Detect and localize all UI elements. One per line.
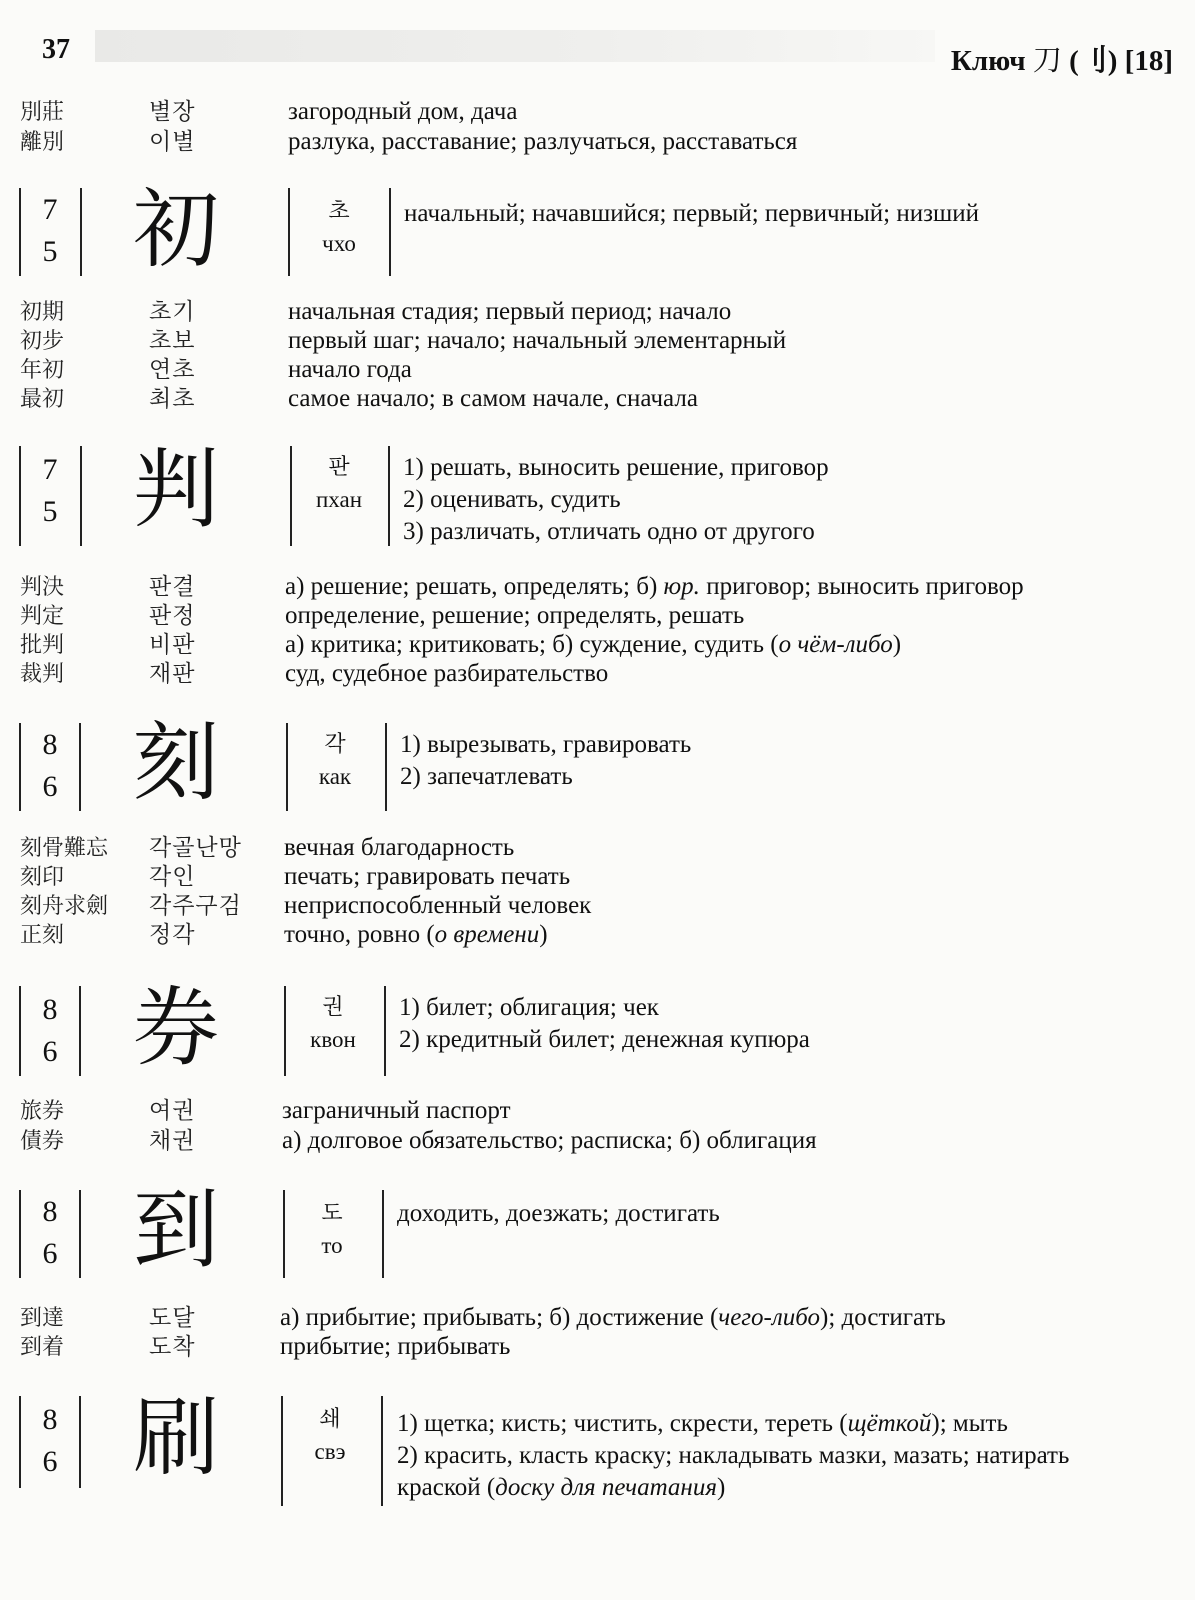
compound-meaning: а) прибытие; прибывать; б) достижение (чего-либо); достигать — [280, 1304, 946, 1331]
divider — [19, 986, 21, 1076]
divider — [79, 1396, 81, 1488]
compound-hangul: 별장 — [149, 99, 196, 124]
meaning-line: начальный; начавшийся; первый; первичный; низший — [404, 200, 980, 227]
divider — [19, 723, 21, 811]
strokes-total: 8 — [42, 1403, 58, 1436]
reading-ru: чхо — [322, 231, 356, 256]
reading-ru: то — [321, 1233, 343, 1258]
compound-hanja: 年初 — [20, 357, 65, 382]
compound-hanja: 初期 — [20, 299, 65, 324]
strokes-total: 7 — [42, 193, 58, 226]
divider — [19, 188, 21, 276]
compound-hangul: 채권 — [149, 1128, 196, 1153]
divider — [79, 723, 81, 811]
reading-ru: квон — [310, 1027, 356, 1052]
headword-character: 刻 — [133, 713, 219, 813]
compound-row — [0, 327, 1195, 357]
reading-ru: свэ — [314, 1439, 346, 1464]
compound-meaning: а) критика; критиковать; б) суждение, судить (о чём-либо) — [285, 631, 902, 658]
compound-hanja: 刻舟求劍 — [20, 893, 109, 918]
compound-row — [0, 921, 1195, 951]
compound-hangul: 연초 — [149, 357, 196, 382]
compound-hanja: 刻骨難忘 — [20, 835, 109, 860]
reading-hangul: 도 — [321, 1200, 343, 1225]
compound-row — [0, 128, 1195, 158]
reading-hangul: 초 — [328, 198, 350, 223]
headword-character: 判 — [133, 440, 219, 540]
reading-hangul: 권 — [322, 994, 344, 1019]
strokes-extra: 6 — [42, 770, 58, 803]
page-number: 37 — [42, 34, 70, 65]
compound-row — [0, 892, 1195, 922]
compound-hanja: 判定 — [20, 603, 65, 628]
compound-hanja: 旅券 — [20, 1098, 65, 1123]
meanings — [400, 729, 691, 793]
compound-hangul: 재판 — [149, 661, 196, 686]
header-band — [95, 30, 935, 62]
compound-hanja: 別莊 — [20, 99, 65, 124]
compound-hangul: 이별 — [149, 129, 196, 154]
divider — [281, 1396, 283, 1506]
reading-hangul: 판 — [328, 454, 350, 479]
divider — [284, 986, 286, 1076]
reading-ru: пхан — [315, 487, 363, 512]
meaning-line: 1) решать, выносить решение, приговор — [403, 454, 829, 481]
meanings — [397, 1408, 1069, 1504]
compound-meaning: загородный дом, дача — [288, 98, 518, 125]
divider — [286, 723, 288, 811]
compound-hangul: 정각 — [149, 922, 196, 947]
compound-meaning: неприспособленный человек — [284, 892, 592, 919]
compound-hangul: 각골난망 — [149, 835, 242, 860]
compound-meaning: а) решение; решать, определять; б) юр. приговор; выносить приговор — [285, 573, 1024, 600]
divider — [19, 446, 21, 546]
meanings — [399, 992, 810, 1056]
compound-hanja: 最初 — [20, 386, 65, 411]
reading-hangul: 각 — [324, 731, 346, 756]
reading-ru: как — [318, 764, 352, 789]
compound-hanja: 刻印 — [20, 864, 65, 889]
compound-meaning: вечная благодарность — [284, 834, 515, 861]
compound-hanja: 批判 — [20, 632, 65, 657]
compound-row — [0, 660, 1195, 690]
strokes-total: 7 — [42, 453, 58, 486]
divider — [384, 986, 386, 1076]
compound-row — [0, 1127, 1195, 1157]
strokes-extra: 6 — [42, 1445, 58, 1478]
compound-hangul: 여권 — [149, 1098, 196, 1123]
compound-hangul: 판정 — [149, 603, 196, 628]
meaning-line: 2) запечатлевать — [400, 763, 573, 790]
strokes-extra: 5 — [42, 235, 58, 268]
meaning-line: 3) различать, отличать одно от другого — [403, 518, 815, 545]
compound-meaning: начало года — [288, 356, 412, 383]
divider — [388, 446, 390, 546]
compound-row — [0, 1304, 1195, 1334]
divider — [80, 188, 82, 276]
meaning-line: 1) билет; облигация; чек — [399, 994, 659, 1021]
compound-hanja: 到着 — [20, 1334, 65, 1359]
title-number: [18] — [1124, 45, 1173, 77]
compound-meaning: разлука, расставание; разлучаться, расставаться — [288, 128, 798, 155]
meanings — [397, 1198, 720, 1230]
compound-hanja: 判決 — [20, 574, 65, 599]
compound-hangul: 초보 — [149, 328, 196, 353]
compound-row — [0, 98, 1195, 128]
compound-hangul: 최초 — [149, 386, 196, 411]
meaning-line: 2) кредитный билет; денежная купюра — [399, 1026, 810, 1053]
compound-row — [0, 1097, 1195, 1127]
strokes-extra: 6 — [42, 1035, 58, 1068]
compound-meaning: заграничный паспорт — [282, 1097, 511, 1124]
divider — [381, 1396, 383, 1506]
reading-hangul: 쇄 — [319, 1406, 341, 1431]
headword-character: 初 — [133, 180, 219, 280]
compound-hangul: 도달 — [149, 1305, 196, 1330]
readings — [304, 194, 374, 260]
compound-row — [0, 834, 1195, 864]
meaning-line: краской (доску для печатания) — [397, 1474, 726, 1501]
meanings — [403, 452, 829, 548]
compound-row — [0, 356, 1195, 386]
compound-meaning: печать; гравировать печать — [284, 863, 571, 890]
readings — [295, 1402, 365, 1468]
headword-character: 刷 — [133, 1388, 219, 1488]
compound-hanja: 到達 — [20, 1305, 65, 1330]
headword-character: 到 — [133, 1180, 219, 1280]
title-prefix: Ключ — [950, 45, 1026, 77]
compound-row — [0, 1333, 1195, 1363]
divider — [283, 1190, 285, 1278]
divider — [290, 446, 292, 546]
divider — [385, 723, 387, 811]
readings — [304, 450, 374, 516]
compound-hangul: 판결 — [149, 574, 196, 599]
divider — [80, 446, 82, 546]
compound-row — [0, 298, 1195, 328]
divider — [389, 188, 391, 276]
meaning-line: 1) щетка; кисть; чистить, скрести, тереть (щёткой); мыть — [397, 1410, 1008, 1437]
page-title — [951, 38, 1173, 79]
divider — [382, 1190, 384, 1278]
compound-hanja: 裁判 — [20, 661, 65, 686]
compound-hanja: 正刻 — [20, 922, 65, 947]
readings — [300, 727, 370, 793]
compound-hangul: 각주구검 — [149, 893, 242, 918]
compound-hanja: 初步 — [20, 328, 65, 353]
compound-hangul: 도착 — [149, 1334, 196, 1359]
divider — [19, 1190, 21, 1278]
compound-meaning: а) долговое обязательство; расписка; б) облигация — [282, 1127, 817, 1154]
strokes-total: 8 — [42, 1195, 58, 1228]
strokes-total: 8 — [42, 728, 58, 761]
compound-row — [0, 385, 1195, 415]
compound-row — [0, 573, 1195, 603]
compound-row — [0, 863, 1195, 893]
divider — [79, 1190, 81, 1278]
meanings — [404, 198, 979, 230]
meaning-line: 2) оценивать, судить — [403, 486, 621, 513]
compound-meaning: точно, ровно (о времени) — [284, 921, 548, 948]
headword-character: 券 — [133, 978, 219, 1078]
compound-hanja: 離別 — [20, 129, 65, 154]
divider — [288, 188, 290, 276]
compound-row — [0, 602, 1195, 632]
compound-meaning: самое начало; в самом начале, сначала — [288, 385, 698, 412]
compound-meaning: прибытие; прибывать — [280, 1333, 511, 1360]
strokes-extra: 5 — [42, 495, 58, 528]
compound-hanja: 債券 — [20, 1128, 65, 1153]
readings — [298, 990, 368, 1056]
compound-meaning: первый шаг; начало; начальный элементарный — [288, 327, 787, 354]
meaning-line: доходить, доезжать; достигать — [397, 1200, 720, 1227]
meaning-line: 1) вырезывать, гравировать — [400, 731, 692, 758]
compound-hangul: 초기 — [149, 299, 196, 324]
compound-hangul: 각인 — [149, 864, 196, 889]
compound-row — [0, 631, 1195, 661]
title-variant: (刂) — [1069, 45, 1118, 77]
readings — [297, 1196, 367, 1262]
compound-hangul: 비판 — [149, 632, 196, 657]
strokes-extra: 6 — [42, 1237, 58, 1270]
strokes-total: 8 — [42, 993, 58, 1026]
title-key: 刀 — [1032, 45, 1062, 77]
divider — [19, 1396, 21, 1488]
meaning-line: 2) красить, класть краску; накладывать мазки, мазать; натирать — [397, 1442, 1070, 1469]
compound-meaning: суд, судебное разбирательство — [285, 660, 609, 687]
compound-meaning: определение, решение; определять, решать — [285, 602, 745, 629]
compound-meaning: начальная стадия; первый период; начало — [288, 298, 732, 325]
divider — [79, 986, 81, 1076]
